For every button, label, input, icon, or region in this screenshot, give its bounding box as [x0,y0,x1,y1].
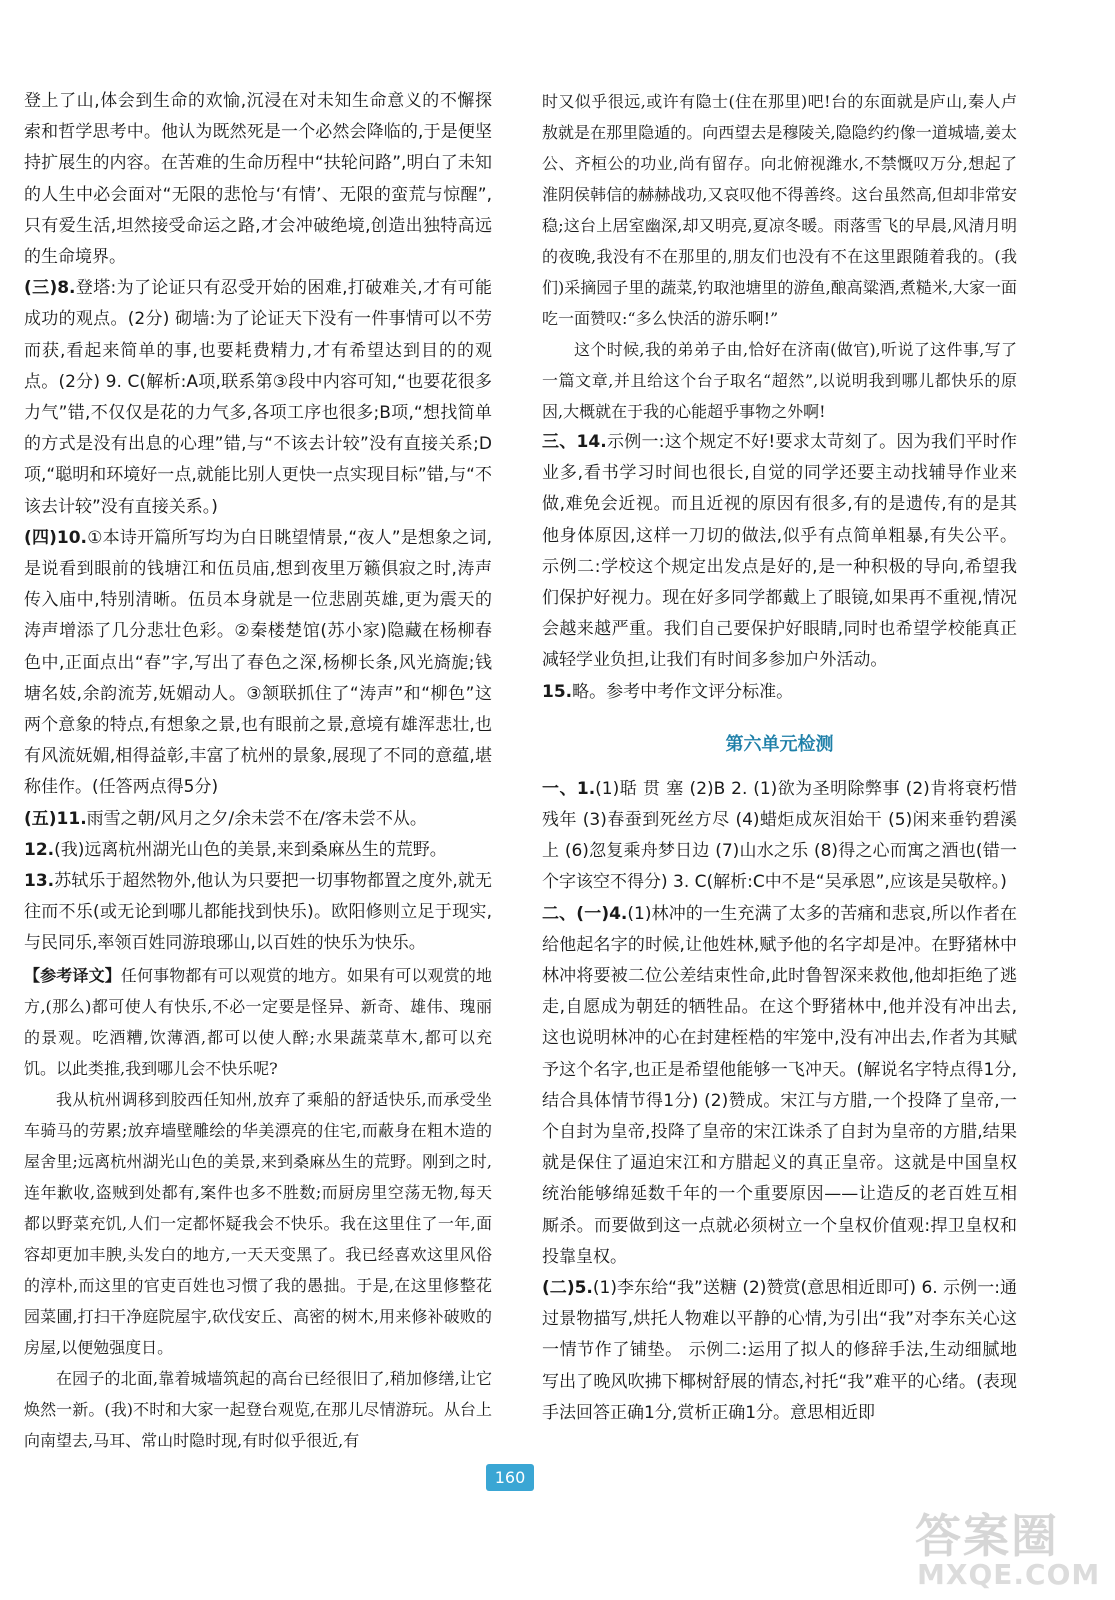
question-number: 三、14. [542,432,607,452]
answer-paragraph [542,899,1017,1273]
answer-text: (我)远离杭州湖光山色的美景,来到桑麻丛生的荒野。 [54,839,447,860]
answer-paragraph [24,804,492,835]
translation-paragraph: 时又似乎很远,或许有隐士(住在那里)吧!台的东面就是庐山,秦人卢敖就是在那里隐遁的。向西望去是穆陵关,隐隐约约像一道城墙,姜太公、齐桓公的功业,尚有留存。向北俯视潍水,不禁慨叹万分,想起了淮阴侯韩信的赫赫战功,又哀叹他不得善终。这台虽然高,但却非常安稳;这台上居室幽深,却又明亮,夏凉冬暖。雨落雪飞的早晨,风清月明的夜晚,我没有不在那里的,朋友们也没有不在这里跟随着我的。(我们)采摘园子里的蔬菜,钓取池塘里的游鱼,酿高粱酒,煮糙米,大家一面吃一面赞叹:“多么快活的游乐啊!” [542,92,1017,328]
answer-text: 登塔:为了论证只有忍受开始的困难,打破难关,才有可能成功的观点。(2分) 砌墙:为了论证天下没有一件事情可以不劳而获,看起来简单的事,也要耗费精力,才有希望达到目的的观点。(2分) 9. C(解析:A项,联系第③段中内容可知,“也要花很多力气”错,不仅仅是花的力气多,各项工序也很多;B项,“想找简单的方式是没有出息的心理”错,与“不该去计较”没有直接关系;D项,“聪明和环境好一点,就能比别人更快一点实现目标”错,与“不该去计较”没有直接关系。) [24,278,492,517]
answer-text: 雨雪之朝/风月之夕/余未尝不在/客未尝不从。 [86,808,427,829]
translation-paragraph: 这个时候,我的弟弟子由,恰好在济南(做官),听说了这件事,写了一篇文章,并且给这个台子取名“超然”,以说明我到哪儿都快乐的原因,大概就在于我的心能超乎事物之外啊! [542,340,1017,421]
answer-paragraph [542,1273,1017,1429]
answer-paragraph [542,774,1017,899]
question-number: (五)11. [24,808,87,829]
translation-tag: 【参考译文】 [24,965,121,985]
answer-paragraph [24,866,492,960]
answer-text: 略。参考中考作文评分标准。 [572,681,794,702]
answer-paragraph [24,273,492,523]
answer-paragraph [24,523,492,804]
page-number: 160 [486,1464,534,1491]
translation-paragraph: 在园子的北面,靠着城墙筑起的高台已经很旧了,稍加修缮,让它焕然一新。(我)不时和大家一起登台观览,在那儿尽情游玩。从台上向南望去,马耳、常山时隐时现,有时似乎很近,有 [24,1368,492,1450]
watermark-logo [915,1500,1105,1595]
question-number: (三)8. [24,278,76,299]
left-column [24,86,492,1456]
question-number: 12. [24,839,55,860]
right-column [542,86,1017,1429]
answer-paragraph [542,427,1017,677]
section-title: 第六单元检测 [725,733,834,755]
answer-text: 示例一:这个规定不好!要求太苛刻了。因为我们平时作业多,看书学习时间也很长,自觉的同学还要主动找辅导作业来做,难免会近视。而且近视的原因有很多,有的是遗传,有的是其他身体原因,这样一刀切的做法,似乎有点简单粗暴,有失公平。 示例二:学校这个规定出发点是好的,是一种积极的导向,希望我们保护好视力。现在好多同学都戴上了眼镜,如果再不重视,情况会越来越严重。我们自己要保护好眼睛,同时也希望学校能真正减轻学业负担,让我们有时间多参加户外活动。 [542,432,1017,671]
translation-text: 任何事物都有可以观赏的地方。如果有可以观赏的地方,(那么)都可使人有快乐,不必一定要是怪异、新奇、雄伟、瑰丽的景观。吃酒糟,饮薄酒,都可以使人醉;水果蔬菜草木,都可以充饥。以此类推,我到哪儿会不快乐呢? [24,965,492,1078]
translation-paragraph: 我从杭州调移到胶西任知州,放弃了乘船的舒适快乐,而承受坐车骑马的劳累;放弃墙壁雕绘的华美漂亮的住宅,而蔽身在粗木造的屋舍里;远离杭州湖光山色的美景,来到桑麻丛生的荒野。刚到之时,连年歉收,盗贼到处都有,案件也多不胜数;而厨房里空荡无物,每天都以野菜充饥,人们一定都怀疑我会不快乐。我在这里住了一年,面容却更加丰腴,头发白的地方,一天天变黑了。我已经喜欢这里风俗的淳朴,而这里的官吏百姓也习惯了我的愚拙。于是,在这里修整花园菜圃,打扫干净庭院屋宇,砍伐安丘、高密的树木,用来修补破败的房屋,以便勉强度日。 [24,1089,492,1357]
translation-paragraph [24,960,492,1084]
answer-paragraph [24,835,492,866]
watermark-text: 答案圈 [915,1509,1059,1563]
question-number: 二、(一)4. [542,903,628,924]
answer-paragraph [542,677,1017,708]
question-number: 13. [24,871,55,892]
answer-paragraph: 登上了山,体会到生命的欢愉,沉浸在对未知生命意义的不懈探索和哲学思考中。他认为既然死是一个必然会降临的,于是便坚持扩展生的内容。在苦难的生命历程中“扶轮问路”,明白了未知的人生中必会面对“无限的悲怆与‘有情’、无限的蛮荒与惊醒”,只有爱生活,坦然接受命运之路,才会冲破绝境,创造出独特高远的生命境界。 [24,91,492,268]
watermark-url: MXQE.COM [917,1558,1101,1591]
question-number: (二)5. [542,1278,593,1299]
question-number: 15. [542,681,573,702]
answer-text: (1)林冲的一生充满了太多的苦痛和悲哀,所以作者在给他起名字的时候,让他姓林,赋予他的名字却是冲。在野猪林中林冲将要被二位公差结束性命,此时鲁智深来救他,他却拒绝了逃走,自愿成为朝廷的牺牲品。在这个野猪林中,他并没有冲出去,这也说明林冲的心在封建桎梏的牢笼中,没有冲出去,作者为其赋予这个名字,也正是希望他能够一飞冲天。(解说名字特点得1分,结合具体情节得1分) (2)赞成。宋江与方腊,一个投降了皇帝,一个自封为皇帝,投降了皇帝的宋江诛杀了自封为皇帝的方腊,结果就是保住了逼迫宋江和方腊起义的真正皇帝。这就是中国皇权统治能够绵延数千年的一个重要原因——让造反的老百姓互相厮杀。而要做到这一点就必须树立一个皇权价值观:捍卫皇权和投靠皇权。 [542,903,1018,1267]
answer-text: ①本诗开篇所写均为白日眺望情景,“夜人”是想象之词,是说看到眼前的钱塘江和伍员庙,想到夜里万籁俱寂之时,涛声传入庙中,特别清晰。伍员本身就是一位悲剧英雄,更为震天的涛声增添了几分悲壮色彩。②秦楼楚馆(苏小家)隐藏在杨柳春色中,正面点出“春”字,写出了春色之深,杨柳长条,风光旖旎;钱塘名妓,余韵流芳,妩媚动人。③颔联抓住了“涛声”和“柳色”这两个意象的特点,有想象之景,也有眼前之景,意境有雄浑悲壮,也有风流妩媚,相得益彰,丰富了杭州的景象,展现了不同的意蕴,堪称佳作。(任答两点得5分) [24,527,493,798]
answer-text: 苏轼乐于超然物外,他认为只要把一切事物都置之度外,就无往而不乐(或无论到哪儿都能找到快乐)。欧阳修则立足于现实,与民同乐,率领百姓同游琅琊山,以百姓的快乐为快乐。 [24,871,492,954]
answer-text: (1)聒 贯 塞 (2)B 2. (1)欲为圣明除弊事 (2)肯将衰朽惜残年 (3)春蚕到死丝方尽 (4)蜡炬成灰泪始干 (5)闲来垂钓碧溪上 (6)忽复乘舟梦日边 (7)山水之乐 (8)得之心而寓之酒也(错一个字该空不得分) 3. C(解析:C中不是“吴承恩”,应该是吴敬梓。) [542,778,1017,893]
question-number: 一、1. [542,778,596,799]
answer-text: (1)李东给“我”送糖 (2)赞赏(意思相近即可) 6. 示例一:通过景物描写,烘托人物难以平静的心情,为引出“我”对李东关心这一情节作了铺垫。 示例二:运用了拟人的修辞手法,生动细腻地写出了晚风吹拂下椰树舒展的情态,衬托“我”难平的心绪。(表现手法回答正确1分,赏析正确1分。意思相近即 [542,1278,1018,1423]
question-number: (四)10. [24,527,88,548]
